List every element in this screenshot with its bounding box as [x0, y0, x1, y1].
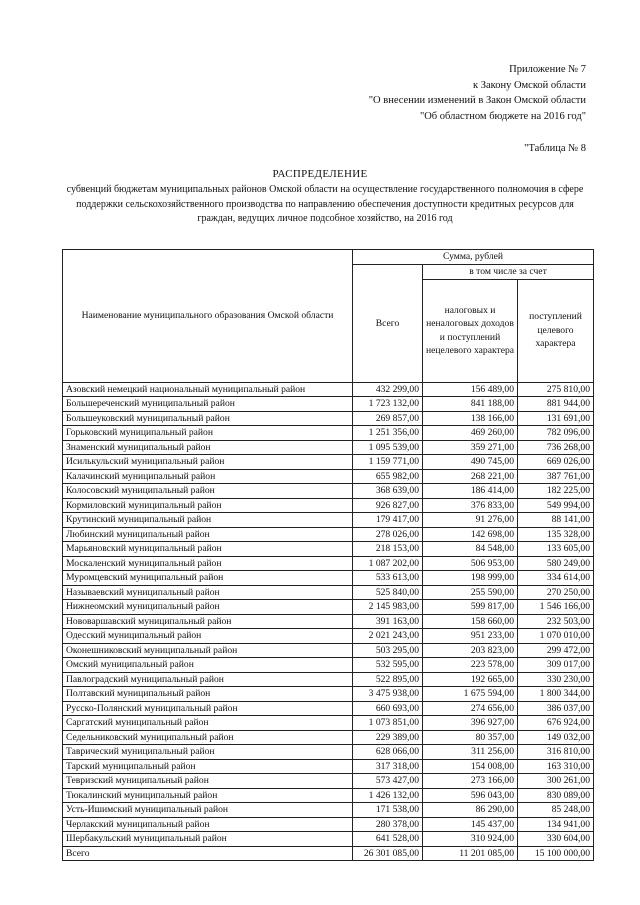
total-amount-cell: 532 595,00	[353, 658, 423, 673]
tax-amount-cell: 86 290,00	[423, 803, 518, 818]
table-row	[63, 585, 594, 600]
table-row	[63, 542, 594, 557]
target-amount-cell: 736 268,00	[518, 440, 594, 455]
total-amount-cell: 533 613,00	[353, 571, 423, 586]
table-row	[63, 411, 594, 426]
tax-amount-cell: 951 233,00	[423, 629, 518, 644]
tax-amount-cell: 396 927,00	[423, 716, 518, 731]
table-row	[63, 745, 594, 760]
tax-amount-cell: 506 953,00	[423, 556, 518, 571]
district-name-cell: Саргатский муниципальный район	[63, 716, 353, 731]
total-amount-cell: 26 301 085,00	[353, 846, 423, 861]
target-amount-cell: 163 310,00	[518, 759, 594, 774]
tax-amount-cell: 145 437,00	[423, 817, 518, 832]
table-row	[63, 658, 594, 673]
tax-amount-cell: 192 665,00	[423, 672, 518, 687]
tax-amount-cell: 599 817,00	[423, 600, 518, 615]
district-name-cell: Нижнеомский муниципальный район	[63, 600, 353, 615]
table-row	[63, 469, 594, 484]
tax-amount-cell: 158 660,00	[423, 614, 518, 629]
table-row	[63, 817, 594, 832]
total-amount-cell: 525 840,00	[353, 585, 423, 600]
district-name-cell: Омский муниципальный район	[63, 658, 353, 673]
tax-amount-cell: 203 823,00	[423, 643, 518, 658]
table-row	[63, 498, 594, 513]
target-amount-cell: 309 017,00	[518, 658, 594, 673]
total-amount-cell: 2 145 983,00	[353, 600, 423, 615]
column-header-name: Наименование муниципального образования Омской области	[63, 250, 353, 383]
table-header	[63, 250, 594, 383]
target-amount-cell: 85 248,00	[518, 803, 594, 818]
total-amount-cell: 179 417,00	[353, 513, 423, 528]
total-amount-cell: 1 159 771,00	[353, 455, 423, 470]
district-name-cell: Черлакский муниципальный район	[63, 817, 353, 832]
tax-amount-cell: 469 260,00	[423, 426, 518, 441]
tax-amount-cell: 273 166,00	[423, 774, 518, 789]
tax-amount-cell: 11 201 085,00	[423, 846, 518, 861]
table-row	[63, 643, 594, 658]
district-name-cell: Большеуковский муниципальный район	[63, 411, 353, 426]
district-name-cell: Кормиловский муниципальный район	[63, 498, 353, 513]
document-title: РАСПРЕДЕЛЕНИЕ	[272, 168, 368, 180]
table-row	[63, 571, 594, 586]
table-row	[63, 513, 594, 528]
district-name-cell: Нововаршавский муниципальный район	[63, 614, 353, 629]
district-name-cell: Тевризский муниципальный район	[63, 774, 353, 789]
appendix-line: к Закону Омской области	[472, 79, 586, 91]
tax-amount-cell: 1 675 594,00	[423, 687, 518, 702]
tax-amount-cell: 223 578,00	[423, 658, 518, 673]
document-subtitle: субвенций бюджетам муниципальных районов Омской области на осуществление государственного полномочия в сфере поддержки сельскохозяйственного производства по направлению обеспечения доступности кредитных ресурсов для граждан, ведущих личное подсобное хозяйство, на 2016 год	[66, 184, 584, 224]
target-amount-cell: 15 100 000,00	[518, 846, 594, 861]
total-amount-cell: 1 095 539,00	[353, 440, 423, 455]
target-amount-cell: 387 761,00	[518, 469, 594, 484]
district-name-cell: Азовский немецкий национальный муниципальный район	[63, 382, 353, 397]
total-amount-cell: 1 073 851,00	[353, 716, 423, 731]
tax-amount-cell: 359 271,00	[423, 440, 518, 455]
target-amount-cell: 669 026,00	[518, 455, 594, 470]
district-name-cell: Полтавский муниципальный район	[63, 687, 353, 702]
district-name-cell: Русско-Полянский муниципальный район	[63, 701, 353, 716]
tax-amount-cell: 186 414,00	[423, 484, 518, 499]
district-name-cell: Муромцевский муниципальный район	[63, 571, 353, 586]
tax-amount-cell: 91 276,00	[423, 513, 518, 528]
target-amount-cell: 330 604,00	[518, 832, 594, 847]
total-amount-cell: 3 475 938,00	[353, 687, 423, 702]
table-row	[63, 614, 594, 629]
district-name-cell: Крутинский муниципальный район	[63, 513, 353, 528]
tax-amount-cell: 310 924,00	[423, 832, 518, 847]
table-row	[63, 730, 594, 745]
table-row	[63, 382, 594, 397]
district-name-cell: Павлоградский муниципальный район	[63, 672, 353, 687]
total-amount-cell: 269 857,00	[353, 411, 423, 426]
table-row	[63, 426, 594, 441]
target-amount-cell: 300 261,00	[518, 774, 594, 789]
table-row	[63, 716, 594, 731]
column-header-tax: налоговых и неналоговых доходов и поступлений нецелевого характера	[423, 279, 518, 382]
total-amount-cell: 2 021 243,00	[353, 629, 423, 644]
tax-amount-cell: 274 656,00	[423, 701, 518, 716]
tax-amount-cell: 156 489,00	[423, 382, 518, 397]
target-amount-cell: 134 941,00	[518, 817, 594, 832]
total-amount-cell: 628 066,00	[353, 745, 423, 760]
total-amount-cell: 573 427,00	[353, 774, 423, 789]
target-amount-cell: 1 800 344,00	[518, 687, 594, 702]
table-row	[63, 629, 594, 644]
table-row	[63, 803, 594, 818]
target-amount-cell: 1 546 166,00	[518, 600, 594, 615]
target-amount-cell: 782 096,00	[518, 426, 594, 441]
appendix-line: Приложение № 7	[509, 64, 586, 75]
total-amount-cell: 218 153,00	[353, 542, 423, 557]
district-name-cell: Оконешниковский муниципальный район	[63, 643, 353, 658]
tax-amount-cell: 198 999,00	[423, 571, 518, 586]
target-amount-cell: 149 032,00	[518, 730, 594, 745]
table-row	[63, 527, 594, 542]
tax-amount-cell: 596 043,00	[423, 788, 518, 803]
district-name-cell: Одесский муниципальный район	[63, 629, 353, 644]
distribution-table	[62, 249, 594, 861]
district-name-cell: Называевский муниципальный район	[63, 585, 353, 600]
appendix-line: "О внесении изменений в Закон Омской области	[368, 95, 586, 106]
tax-amount-cell: 255 590,00	[423, 585, 518, 600]
total-amount-cell: 1 426 132,00	[353, 788, 423, 803]
target-amount-cell: 1 070 010,00	[518, 629, 594, 644]
target-amount-cell: 316 810,00	[518, 745, 594, 760]
table-row	[63, 832, 594, 847]
district-name-cell: Любинский муниципальный район	[63, 527, 353, 542]
target-amount-cell: 830 089,00	[518, 788, 594, 803]
table-total-row	[63, 846, 594, 861]
table-row	[63, 440, 594, 455]
total-amount-cell: 641 528,00	[353, 832, 423, 847]
total-amount-cell: 522 895,00	[353, 672, 423, 687]
table-row	[63, 556, 594, 571]
district-name-cell: Марьяновский муниципальный район	[63, 542, 353, 557]
total-amount-cell: 926 827,00	[353, 498, 423, 513]
tax-amount-cell: 142 698,00	[423, 527, 518, 542]
target-amount-cell: 330 230,00	[518, 672, 594, 687]
total-amount-cell: 655 982,00	[353, 469, 423, 484]
tax-amount-cell: 80 357,00	[423, 730, 518, 745]
target-amount-cell: 334 614,00	[518, 571, 594, 586]
appendix-block	[369, 62, 586, 124]
target-amount-cell: 299 472,00	[518, 643, 594, 658]
column-header-including: в том числе за счет	[423, 265, 594, 280]
table-row	[63, 774, 594, 789]
district-name-cell: Колосовский муниципальный район	[63, 484, 353, 499]
target-amount-cell: 135 328,00	[518, 527, 594, 542]
total-amount-cell: 1 723 132,00	[353, 397, 423, 412]
district-name-cell: Седельниковский муниципальный район	[63, 730, 353, 745]
table-row	[63, 484, 594, 499]
district-name-cell: Горьковский муниципальный район	[63, 426, 353, 441]
target-amount-cell: 549 994,00	[518, 498, 594, 513]
district-name-cell: Шербакульский муниципальный район	[63, 832, 353, 847]
table-body	[63, 382, 594, 861]
district-name-cell: Москаленский муниципальный район	[63, 556, 353, 571]
total-amount-cell: 432 299,00	[353, 382, 423, 397]
tax-amount-cell: 138 166,00	[423, 411, 518, 426]
target-amount-cell: 88 141,00	[518, 513, 594, 528]
appendix-line: "Об областном бюджете на 2016 год"	[419, 110, 586, 122]
total-amount-cell: 503 295,00	[353, 643, 423, 658]
target-amount-cell: 133 605,00	[518, 542, 594, 557]
table-row	[63, 788, 594, 803]
column-header-target: поступлений целевого характера	[518, 279, 594, 382]
total-amount-cell: 280 378,00	[353, 817, 423, 832]
total-amount-cell: 1 087 202,00	[353, 556, 423, 571]
total-amount-cell: 391 163,00	[353, 614, 423, 629]
total-amount-cell: 171 538,00	[353, 803, 423, 818]
table-row	[63, 397, 594, 412]
column-header-total: Всего	[353, 265, 423, 383]
target-amount-cell: 131 691,00	[518, 411, 594, 426]
district-name-cell: Таврический муниципальный район	[63, 745, 353, 760]
tax-amount-cell: 490 745,00	[423, 455, 518, 470]
table-row	[63, 759, 594, 774]
target-amount-cell: 386 037,00	[518, 701, 594, 716]
total-amount-cell: 229 389,00	[353, 730, 423, 745]
district-name-cell: Калачинский муниципальный район	[63, 469, 353, 484]
table-label: "Таблица № 8	[524, 143, 586, 154]
table-row	[63, 455, 594, 470]
tax-amount-cell: 841 188,00	[423, 397, 518, 412]
district-name-cell: Большереченский муниципальный район	[63, 397, 353, 412]
target-amount-cell: 580 249,00	[518, 556, 594, 571]
tax-amount-cell: 268 221,00	[423, 469, 518, 484]
total-amount-cell: 368 639,00	[353, 484, 423, 499]
target-amount-cell: 275 810,00	[518, 382, 594, 397]
target-amount-cell: 270 250,00	[518, 585, 594, 600]
total-amount-cell: 1 251 356,00	[353, 426, 423, 441]
table-row	[63, 672, 594, 687]
target-amount-cell: 676 924,00	[518, 716, 594, 731]
tax-amount-cell: 376 833,00	[423, 498, 518, 513]
table-row	[63, 600, 594, 615]
district-name-cell: Тюкалинский муниципальный район	[63, 788, 353, 803]
tax-amount-cell: 311 256,00	[423, 745, 518, 760]
target-amount-cell: 881 944,00	[518, 397, 594, 412]
total-amount-cell: 660 693,00	[353, 701, 423, 716]
district-name-cell: Усть-Ишимский муниципальный район	[63, 803, 353, 818]
table-row	[63, 701, 594, 716]
district-name-cell: Тарский муниципальный район	[63, 759, 353, 774]
target-amount-cell: 182 225,00	[518, 484, 594, 499]
tax-amount-cell: 84 548,00	[423, 542, 518, 557]
column-header-sum: Сумма, рублей	[353, 250, 594, 265]
table-row	[63, 687, 594, 702]
district-name-cell: Исилькульский муниципальный район	[63, 455, 353, 470]
total-amount-cell: 317 318,00	[353, 759, 423, 774]
total-amount-cell: 278 026,00	[353, 527, 423, 542]
district-name-cell: Знаменский муниципальный район	[63, 440, 353, 455]
district-name-cell: Всего	[63, 846, 353, 861]
target-amount-cell: 232 503,00	[518, 614, 594, 629]
tax-amount-cell: 154 008,00	[423, 759, 518, 774]
